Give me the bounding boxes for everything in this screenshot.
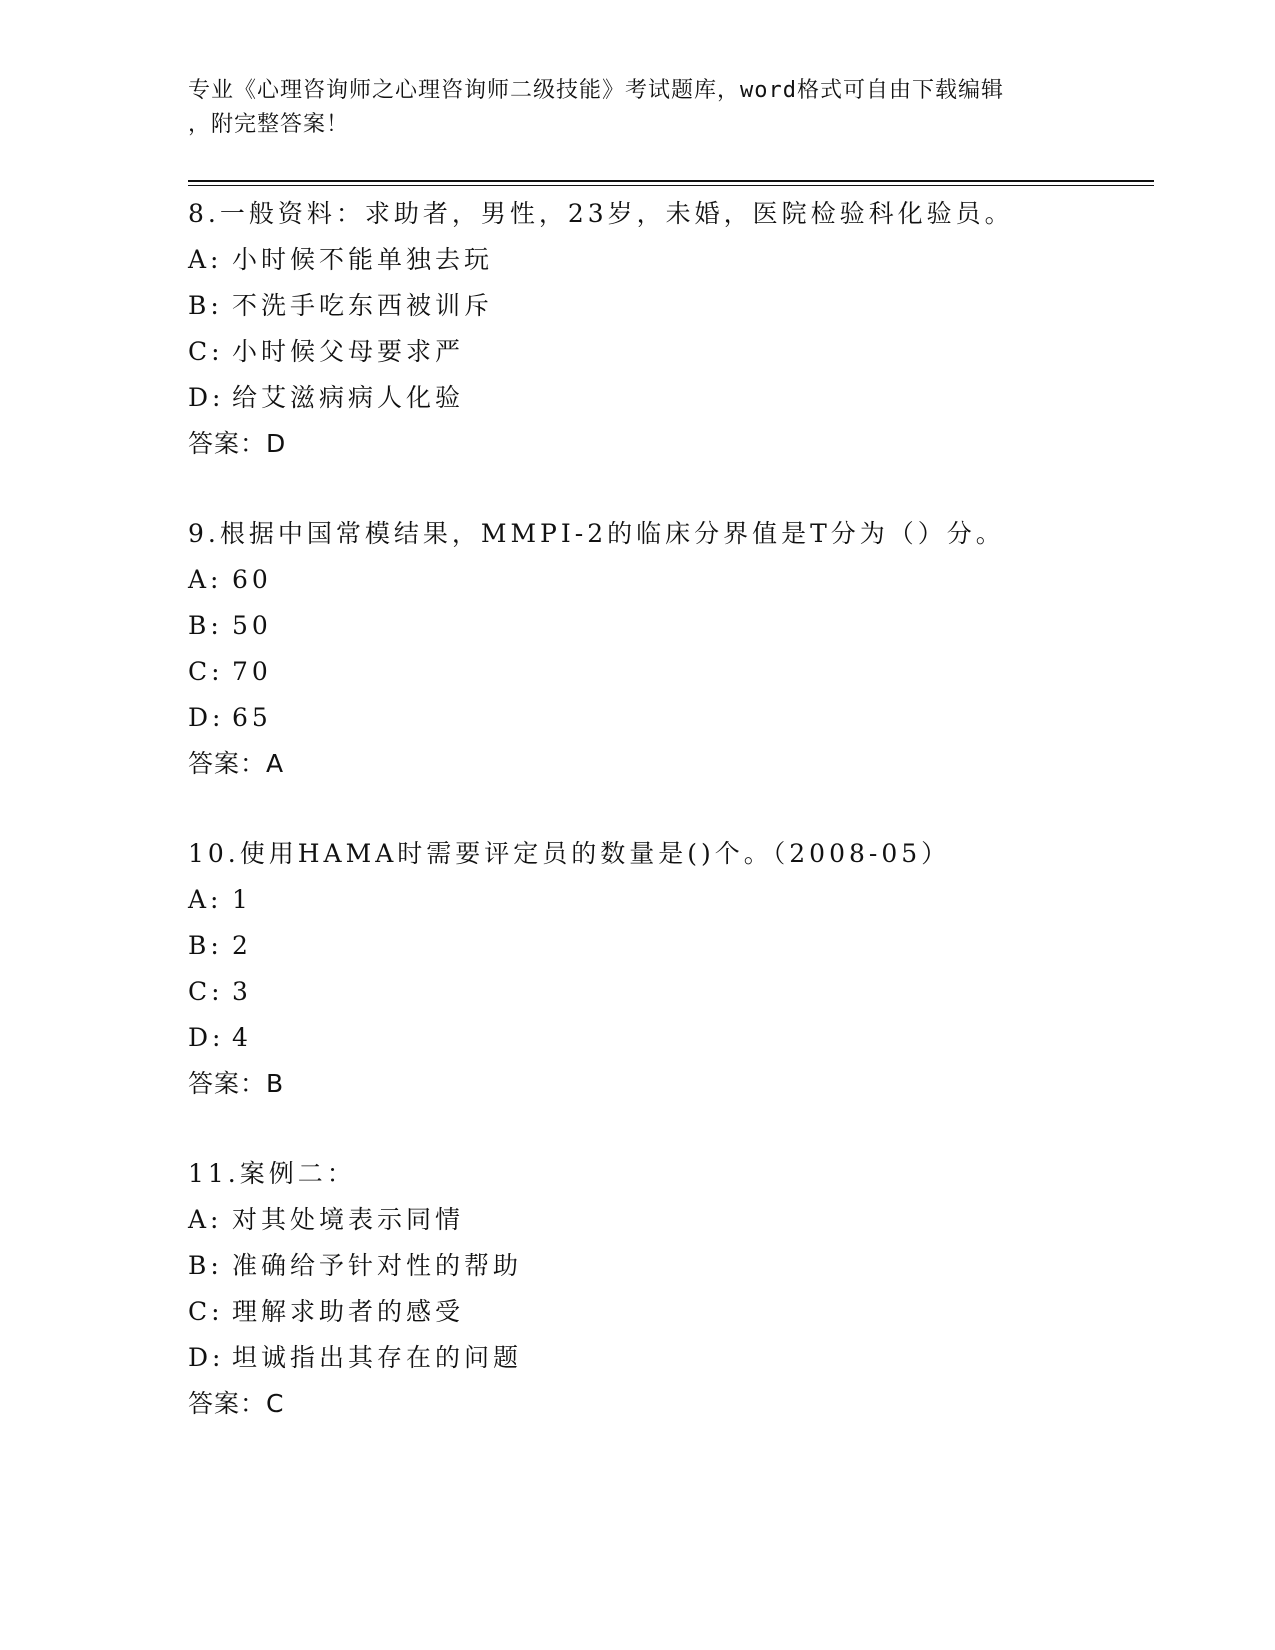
option-text: 给艾滋病病人化验: [232, 383, 465, 412]
question-11: [188, 1151, 1148, 1471]
option-text: 准确给予针对性的帮助: [232, 1251, 523, 1280]
option-b: [188, 1243, 1148, 1289]
header-divider-thin: [188, 185, 1154, 186]
option-letter: C:: [188, 337, 224, 366]
option-b: [188, 923, 1148, 969]
option-text: 小时候父母要求严: [232, 337, 465, 366]
answer-line: 答案：B: [188, 1069, 285, 1098]
question-stem: 11.案例二：: [188, 1159, 356, 1188]
option-text: 3: [232, 977, 252, 1006]
option-d: [188, 695, 1148, 741]
option-letter: C:: [188, 657, 224, 686]
option-text: 1: [232, 885, 252, 914]
option-letter: D:: [188, 1343, 225, 1372]
option-letter: B:: [188, 1251, 223, 1280]
answer-line: 答案：D: [188, 429, 287, 458]
option-letter: A:: [188, 565, 223, 594]
header-divider-thick: [188, 180, 1154, 182]
option-letter: B:: [188, 931, 223, 960]
option-text: 65: [232, 703, 272, 732]
option-a: [188, 237, 1148, 283]
option-text: 不洗手吃东西被训斥: [232, 291, 494, 320]
option-letter: A:: [188, 885, 223, 914]
option-letter: A:: [188, 1205, 223, 1234]
option-letter: C:: [188, 1297, 224, 1326]
option-text: 对其处境表示同情: [232, 1205, 465, 1234]
option-d: [188, 1335, 1148, 1381]
option-letter: B:: [188, 611, 223, 640]
question-stem: 10.使用HAMA时需要评定员的数量是()个。（2008-05）: [188, 839, 951, 868]
answer-line: 答案：C: [188, 1389, 285, 1418]
question-list: [188, 191, 1148, 1471]
option-d: [188, 375, 1148, 421]
option-b: [188, 283, 1148, 329]
option-b: [188, 603, 1148, 649]
option-a: [188, 877, 1148, 923]
header-line-1: 专业《心理咨询师之心理咨询师二级技能》考试题库，word格式可自由下载编辑: [188, 78, 1004, 103]
option-d: [188, 1015, 1148, 1061]
option-c: [188, 329, 1148, 375]
option-text: 理解求助者的感受: [232, 1297, 465, 1326]
option-text: 坦诚指出其存在的问题: [232, 1343, 523, 1372]
question-8: [188, 191, 1148, 511]
option-text: 60: [232, 565, 272, 594]
header-line-2: ，附完整答案！: [188, 112, 350, 137]
option-text: 4: [232, 1023, 252, 1052]
option-letter: D:: [188, 383, 225, 412]
option-letter: A:: [188, 245, 223, 274]
question-10: [188, 831, 1148, 1151]
option-letter: D:: [188, 1023, 225, 1052]
option-c: [188, 969, 1148, 1015]
option-letter: B:: [188, 291, 223, 320]
option-c: [188, 649, 1148, 695]
option-text: 2: [232, 931, 252, 960]
answer-line: 答案：A: [188, 749, 285, 778]
option-c: [188, 1289, 1148, 1335]
option-a: [188, 1197, 1148, 1243]
option-text: 70: [232, 657, 272, 686]
option-letter: D:: [188, 703, 225, 732]
question-stem: 9.根据中国常模结果，MMPI-2的临床分界值是T分为（）分。: [188, 519, 1005, 548]
option-text: 50: [232, 611, 272, 640]
option-text: 小时候不能单独去玩: [232, 245, 494, 274]
question-stem: 8.一般资料：求助者，男性，23岁，未婚，医院检验科化验员。: [188, 199, 1014, 228]
question-9: [188, 511, 1148, 831]
document-header: [188, 74, 1088, 142]
option-a: [188, 557, 1148, 603]
option-letter: C:: [188, 977, 224, 1006]
